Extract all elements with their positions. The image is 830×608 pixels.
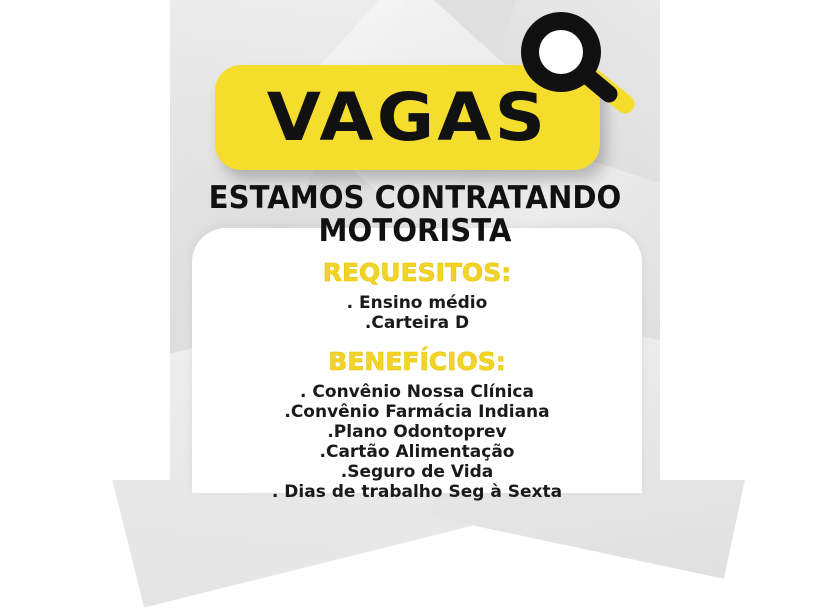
subtitle-line-1: ESTAMOS CONTRATANDO	[208, 180, 622, 216]
benefits-heading: BENEFÍCIOS:	[328, 347, 506, 377]
poster-subtitle	[170, 182, 660, 249]
details-card	[192, 228, 642, 503]
list-item: .Cartão Alimentação	[319, 442, 515, 463]
list-item: .Convênio Farmácia Indiana	[284, 402, 550, 423]
benefits-list	[192, 382, 642, 502]
left-margin	[0, 0, 170, 480]
requirements-list	[192, 293, 642, 333]
subtitle-line-2: MOTORISTA	[318, 213, 512, 250]
list-item: .Seguro de Vida	[340, 462, 494, 483]
list-item: . Dias de trabalho Seg à Sexta	[271, 482, 563, 503]
details-card-content	[192, 228, 642, 502]
right-margin	[660, 0, 830, 480]
magnifier-icon	[505, 8, 635, 123]
list-item: .Plano Odontoprev	[327, 422, 507, 443]
vagas-banner-label: VAGAS	[266, 78, 549, 156]
list-item: . Ensino médio	[346, 293, 488, 313]
requirements-heading: REQUESITOS:	[322, 258, 512, 287]
list-item: . Convênio Nossa Clínica	[300, 382, 534, 403]
list-item: .Carteira D	[364, 313, 470, 334]
